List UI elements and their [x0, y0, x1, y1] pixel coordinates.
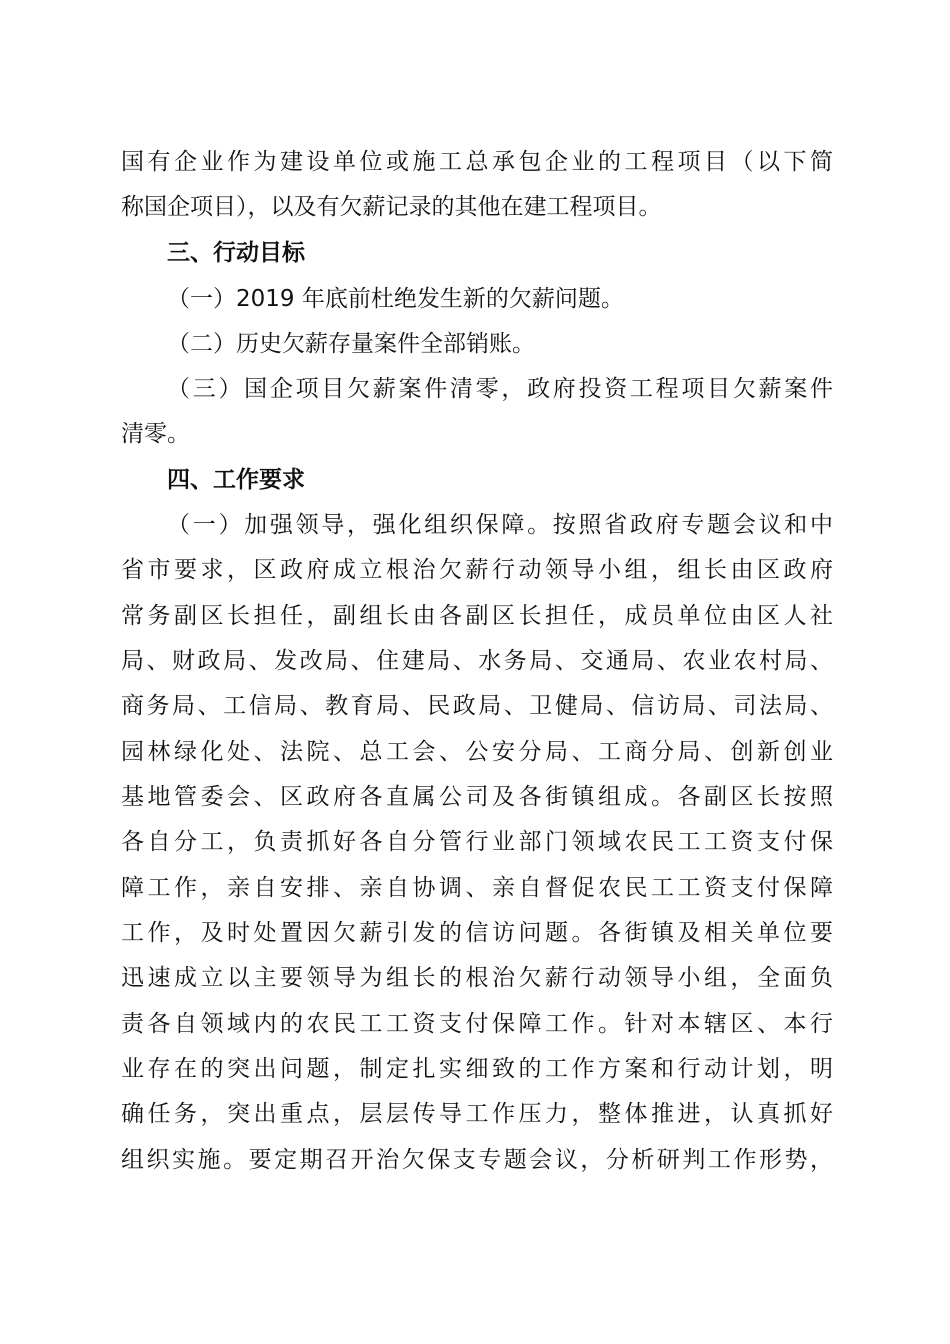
list-item: （一）2019 年底前杜绝发生新的欠薪问题。 [167, 286, 624, 312]
paragraph-first-line: （一）加强领导，强化组织保障。按照省政府专题会议和中 [167, 512, 833, 538]
body-text-line: 清零。 [121, 421, 190, 447]
body-text-line: 国有企业作为建设单位或施工总承包企业的工程项目（以下简 [121, 149, 833, 175]
body-text-line: 局、财政局、发改局、住建局、水务局、交通局、农业农村局、 [121, 648, 833, 674]
body-text-line: 业存在的突出问题，制定扎实细致的工作方案和行动计划，明 [121, 1056, 833, 1082]
list-item: （二）历史欠薪存量案件全部销账。 [167, 331, 535, 357]
body-text-line: 常务副区长担任，副组长由各副区长担任，成员单位由区人社 [121, 603, 833, 629]
body-text-line: 确任务，突出重点，层层传导工作压力，整体推进，认真抓好 [121, 1101, 833, 1127]
body-text-line: 障工作，亲自安排、亲自协调、亲自督促农民工工资支付保障 [121, 875, 833, 901]
body-text-line: 责各自领域内的农民工工资支付保障工作。针对本辖区、本行 [121, 1011, 833, 1037]
body-text-line: 园林绿化处、法院、总工会、公安分局、工商分局、创新创业 [121, 739, 833, 765]
body-text-line: 组织实施。要定期召开治欠保支专题会议，分析研判工作形势， [121, 1147, 833, 1173]
body-text-line: 迅速成立以主要领导为组长的根治欠薪行动领导小组，全面负 [121, 965, 833, 991]
list-item: （三）国企项目欠薪案件清零，政府投资工程项目欠薪案件 [167, 376, 833, 402]
body-text-line: 省市要求，区政府成立根治欠薪行动领导小组，组长由区政府 [121, 557, 833, 583]
section-heading: 四、工作要求 [167, 467, 305, 493]
section-heading: 三、行动目标 [167, 240, 305, 266]
body-text-line: 基地管委会、区政府各直属公司及各街镇组成。各副区长按照 [121, 784, 833, 810]
body-text-line: 称国企项目），以及有欠薪记录的其他在建工程项目。 [121, 194, 662, 220]
body-text-line: 商务局、工信局、教育局、民政局、卫健局、信访局、司法局、 [121, 693, 833, 719]
body-text-line: 工作，及时处置因欠薪引发的信访问题。各街镇及相关单位要 [121, 920, 833, 946]
body-text-line: 各自分工，负责抓好各自分管行业部门领域农民工工资支付保 [121, 829, 833, 855]
